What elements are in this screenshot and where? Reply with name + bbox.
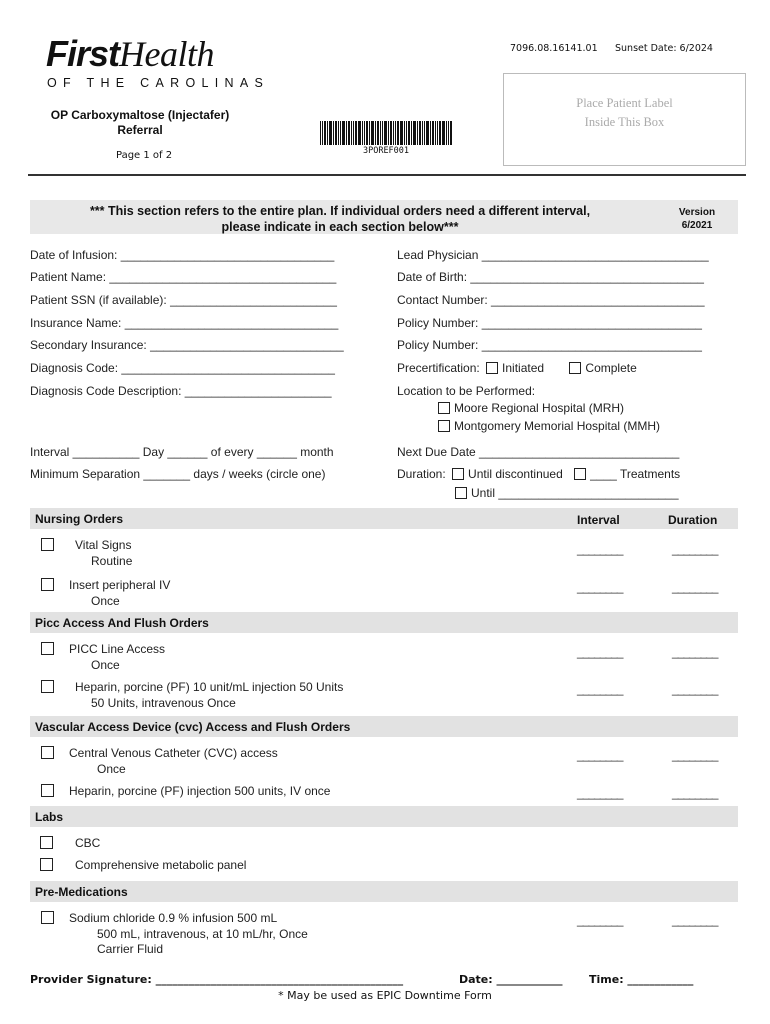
order-line1: Insert peripheral IV [69, 578, 171, 592]
form-title-line1: OP Carboxymaltose (Injectafer) [50, 108, 230, 122]
order-line2: Once [97, 761, 126, 776]
column-duration-header: Duration [668, 513, 718, 527]
policy-number-field[interactable]: Policy Number: _________________________________ [397, 316, 702, 330]
interval-blank[interactable]: ________ [577, 682, 623, 696]
cmp-checkbox[interactable] [40, 858, 53, 871]
precert-complete-checkbox[interactable] [569, 362, 581, 374]
until-checkbox[interactable] [455, 487, 467, 499]
until-field[interactable]: Until ___________________________ [471, 486, 679, 500]
precert-complete-label: Complete [585, 361, 637, 375]
location-mmh-label: Montgomery Memorial Hospital (MMH) [454, 419, 661, 433]
until-row [455, 486, 679, 500]
section-header-vascular-access [30, 716, 738, 737]
section-title: Pre-Medications [35, 885, 128, 899]
sodium-chloride-checkbox[interactable] [41, 911, 54, 924]
signature-time-field[interactable]: Time: ____________ [589, 973, 694, 986]
order-cvc-access [69, 746, 278, 777]
header-divider [28, 174, 746, 176]
duration-blank[interactable]: ________ [672, 748, 718, 762]
section-title: Picc Access And Flush Orders [35, 616, 209, 630]
interval-blank[interactable]: ________ [577, 645, 623, 659]
precert-initiated-label: Initiated [502, 361, 545, 375]
order-heparin-picc [75, 680, 343, 711]
version-title: Version [678, 207, 716, 218]
duration-row [397, 467, 680, 481]
section-title: Nursing Orders [35, 512, 124, 526]
picc-access-checkbox[interactable] [41, 642, 54, 655]
form-title [40, 108, 240, 138]
interval-blank[interactable]: ________ [577, 580, 623, 594]
order-line2: 50 Units, intravenous Once [91, 695, 236, 710]
duration-blank[interactable]: ________ [672, 580, 718, 594]
cbc-checkbox[interactable] [40, 836, 53, 849]
location-mrh-label: Moore Regional Hospital (MRH) [454, 401, 625, 415]
cvc-access-checkbox[interactable] [41, 746, 54, 759]
logo-first: First [46, 33, 120, 74]
date-of-infusion-field[interactable]: Date of Infusion: ________________________________ [30, 248, 335, 262]
order-peripheral-iv [69, 578, 170, 609]
peripheral-iv-checkbox[interactable] [41, 578, 54, 591]
patient-label-box [503, 73, 746, 166]
patient-ssn-field[interactable]: Patient SSN (if available): _________________________ [30, 293, 337, 307]
order-sodium-chloride [69, 911, 308, 958]
barcode-image [320, 121, 452, 145]
interval-blank[interactable]: ________ [577, 748, 623, 762]
location-mrh-row [438, 401, 624, 415]
interval-field[interactable]: Interval __________ Day ______ of every ______ month [30, 445, 334, 459]
order-picc-access [69, 642, 165, 673]
column-interval-header: Interval [577, 513, 620, 527]
location-label: Location to be Performed: [397, 384, 536, 398]
order-line2: Routine [91, 553, 133, 568]
plan-note-line1: *** This section refers to the entire plan. If individual orders need a different interval, [89, 204, 591, 218]
duration-blank[interactable]: ________ [672, 913, 718, 927]
footer-note: * May be used as EPIC Downtime Form [278, 989, 492, 1002]
order-line1: Vital Signs [75, 538, 132, 552]
section-title: Vascular Access Device (cvc) Access and Flush Orders [35, 720, 351, 734]
date-of-birth-field[interactable]: Date of Birth: ___________________________________ [397, 270, 704, 284]
order-line1: Heparin, porcine (PF) 10 unit/mL injection 50 Units [75, 680, 344, 694]
diagnosis-code-field[interactable]: Diagnosis Code: ________________________________ [30, 361, 335, 375]
order-line1: Sodium chloride 0.9 % infusion 500 mL [69, 911, 278, 925]
order-line1: Heparin, porcine (PF) injection 500 units, IV once [69, 784, 331, 798]
version-label [662, 207, 732, 232]
duration-blank[interactable]: ________ [672, 682, 718, 696]
page-number: Page 1 of 2 [116, 150, 173, 161]
diagnosis-description-field[interactable]: Diagnosis Code Description: ______________________ [30, 384, 332, 398]
section-header-picc [30, 612, 738, 633]
plan-note-line2: please indicate in each section below*** [221, 219, 459, 234]
order-line2: Once [91, 593, 120, 608]
order-cmp: Comprehensive metabolic panel [75, 858, 247, 872]
section-header-pre-medications [30, 881, 738, 902]
sunset-date: Sunset Date: 6/2024 [615, 43, 713, 54]
interval-blank[interactable]: ________ [577, 786, 623, 800]
label-box-line1: Place Patient Label [576, 96, 673, 110]
order-heparin-cvc [69, 784, 330, 800]
section-header-labs [30, 806, 738, 827]
document-code: 7096.08.16141.01 [510, 43, 598, 54]
order-vital-signs [75, 538, 132, 569]
contact-number-field[interactable]: Contact Number: ________________________________ [397, 293, 705, 307]
vital-signs-checkbox[interactable] [41, 538, 54, 551]
plan-note [40, 204, 640, 235]
minimum-separation-field[interactable]: Minimum Separation _______ days / weeks (circle one) [30, 467, 326, 481]
order-line2: Once [91, 657, 120, 672]
duration-blank[interactable]: ________ [672, 786, 718, 800]
location-mmh-row [438, 419, 660, 433]
section-title: Labs [35, 810, 64, 824]
version-value: 6/2021 [681, 219, 713, 231]
interval-blank[interactable]: ________ [577, 913, 623, 927]
precertification-row [397, 361, 637, 375]
label-box-line2: Inside This Box [584, 115, 665, 129]
order-cbc: CBC [75, 836, 101, 850]
provider-signature-field[interactable]: Provider Signature: _____________________________________________ [30, 973, 404, 986]
duration-blank[interactable]: ________ [672, 542, 718, 556]
section-header-nursing-orders [30, 508, 738, 529]
heparin-picc-checkbox[interactable] [41, 680, 54, 693]
duration-label: Duration: [397, 467, 446, 481]
lead-physician-field[interactable]: Lead Physician __________________________________ [397, 248, 709, 262]
treatments-field[interactable]: ____ Treatments [590, 467, 681, 481]
duration-blank[interactable]: ________ [672, 645, 718, 659]
until-discontinued-label: Until discontinued [468, 467, 563, 481]
interval-blank[interactable]: ________ [577, 542, 623, 556]
secondary-insurance-field[interactable]: Secondary Insurance: _____________________________ [30, 338, 344, 352]
patient-name-field[interactable]: Patient Name: __________________________________ [30, 270, 337, 284]
insurance-name-field[interactable]: Insurance Name: ________________________________ [30, 316, 339, 330]
barcode-text: 3POREF001 [362, 146, 410, 156]
order-line3: Carrier Fluid [97, 942, 164, 956]
order-line1: PICC Line Access [69, 642, 166, 656]
order-line1: Central Venous Catheter (CVC) access [69, 746, 278, 760]
order-line2: 500 mL, intravenous, at 10 mL/hr, Once [97, 926, 308, 941]
form-title-line2: Referral [117, 123, 163, 137]
treatments-checkbox[interactable] [574, 468, 586, 480]
location-mrh-checkbox[interactable] [438, 402, 450, 414]
precert-initiated-checkbox[interactable] [486, 362, 498, 374]
logo-health: Health [119, 34, 214, 74]
policy-number-field-2[interactable]: Policy Number: _________________________________ [397, 338, 702, 352]
heparin-cvc-checkbox[interactable] [41, 784, 54, 797]
location-mmh-checkbox[interactable] [438, 420, 450, 432]
next-due-date-field[interactable]: Next Due Date ______________________________ [397, 445, 680, 459]
firsthealth-logo [46, 33, 214, 74]
logo-subtitle: OF THE CAROLINAS [47, 76, 270, 90]
signature-date-field[interactable]: Date: ____________ [459, 973, 563, 986]
until-discontinued-checkbox[interactable] [452, 468, 464, 480]
precert-label: Precertification: [397, 361, 480, 375]
